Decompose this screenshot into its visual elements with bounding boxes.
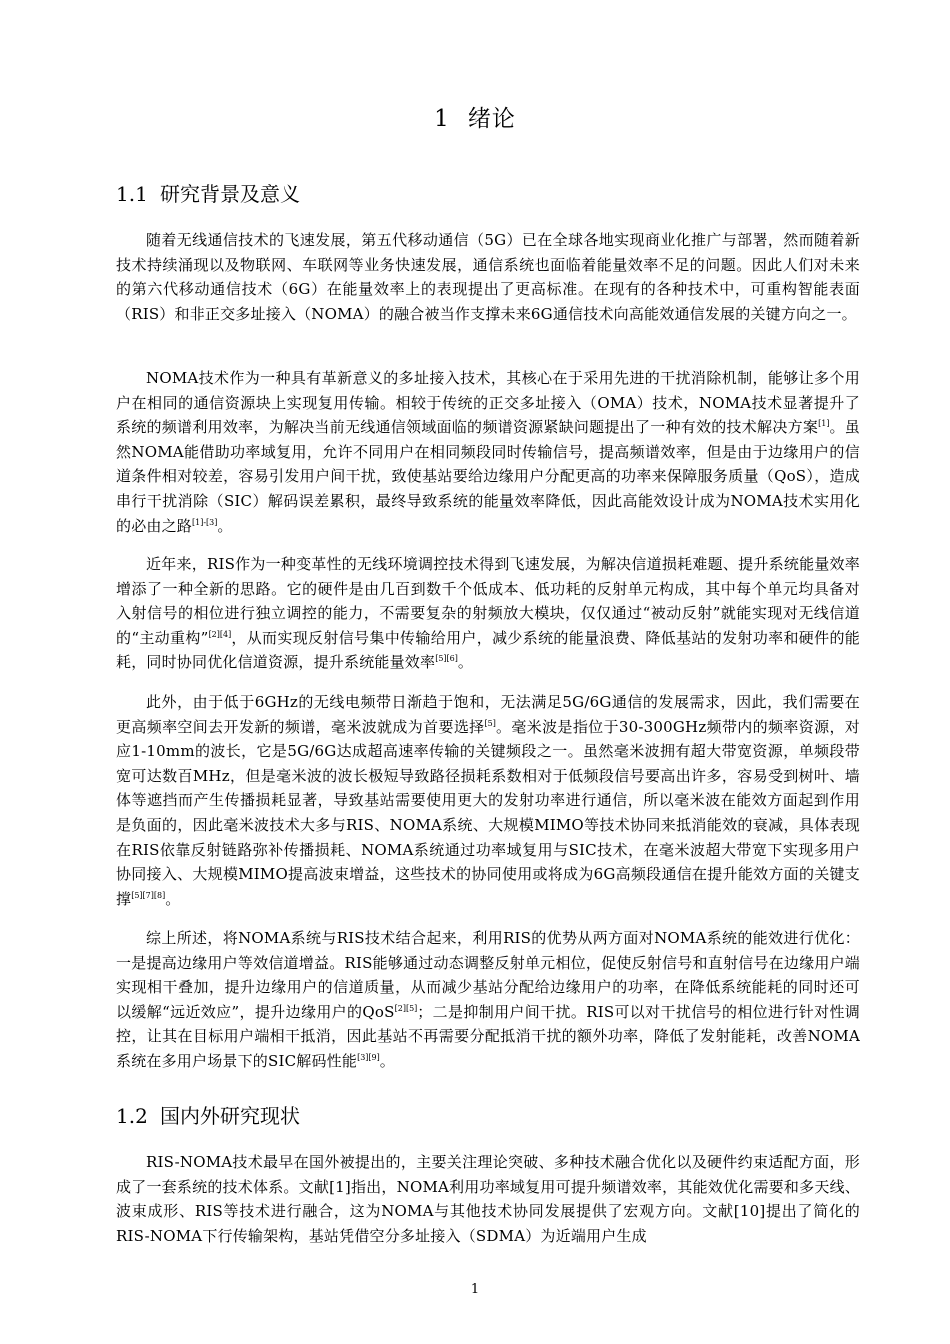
- section-title-text: 研究背景及意义: [160, 182, 300, 206]
- section-number: 1.2: [116, 1104, 148, 1128]
- section-number: 1.1: [116, 182, 148, 206]
- paragraph: [116, 552, 860, 675]
- paragraph-text: 。: [457, 653, 474, 672]
- paragraph-text: 。虽然NOMA能借助功率域复用，允许不同用户在相同频段同时传输信号，提高频谱效率，但是由于边缘用户的信道条件相对较差，容易引发用户间干扰，致使基站要给边缘用户分配更高的功率来保障服务质量（QoS），造成串行干扰消除（SIC）解码误差累积，最终导致系统的能量效率降低，因此高能效设计成为NOMA技术实用化的必由之路: [116, 418, 860, 535]
- citation: [1]-[3]: [192, 517, 218, 527]
- paragraph-text: 。: [379, 1051, 395, 1070]
- paragraph: [116, 1150, 860, 1248]
- chapter-number: 1: [434, 106, 450, 132]
- paragraph: [116, 366, 860, 538]
- citation: [1]: [818, 419, 830, 429]
- paragraph: [116, 690, 860, 911]
- citation: [5][7][8]: [131, 890, 166, 900]
- citation: [2][4]: [208, 629, 232, 639]
- paragraph-text: 此外，由于低于6GHz的无线电频带日渐趋于饱和，无法满足5G/6G通信的发展需求，因此，我们需要在更高频率空间去开发新的频谱，毫米波就成为首要选择: [116, 693, 860, 736]
- section-title-text: 国内外研究现状: [160, 1104, 300, 1128]
- paragraph-text: 近年来，RIS作为一种变革性的无线环境调控技术得到飞速发展，为解决信道损耗难题、提升系统能量效率增添了一种全新的思路。它的硬件是由几百到数千个低成本、低功耗的反射单元构成，其中每个单元均具备对入射信号的相位进行独立调控的能力，不需要复杂的射频放大模块，仅仅通过“被动反射”就能实现对无线信道的“主动重构”: [116, 555, 860, 647]
- citation: [5]: [484, 718, 496, 728]
- section-title-1-2: [116, 1100, 300, 1129]
- chapter-title: [0, 100, 950, 133]
- paragraph-text: 随着无线通信技术的飞速发展，第五代移动通信（5G）已在全球各地实现商业化推广与部署，然而随着新技术持续涌现以及物联网、车联网等业务快速发展，通信系统也面临着能量效率不足的问题。因此人们对未来的第六代移动通信技术（6G）在能量效率上的表现提出了更高标准。在现有的各种技术中，可重构智能表面（RIS）和非正交多址接入（NOMA）的融合被当作支撑未来6G通信技术向高能效通信发展的关键方向之一。: [116, 231, 860, 323]
- paragraph-text: ，从而实现反射信号集中传输给用户，减少系统的能量浪费、降低基站的发射功率和硬件的能耗，同时协同优化信道资源，提升系统能量效率: [116, 628, 860, 672]
- citation: [2][5]: [394, 1003, 418, 1013]
- section-title-1-1: [116, 178, 300, 207]
- chapter-title-text: 绪论: [467, 106, 516, 132]
- citation: [3][9]: [357, 1052, 380, 1062]
- paragraph-text: 。: [165, 889, 181, 908]
- paragraph-text: 。毫米波是指位于30-300GHz频带内的频率资源，对应1-10mm的波长，它是5G/6G达成超高速率传输的关键频段之一。虽然毫米波拥有超大带宽资源，单频段带宽可达数百MHz，但是毫米波的波长极短导致路径损耗系数相对于低频段信号要高出许多，容易受到树叶、墙体等遮挡而产生传播损耗显著，导致基站需要使用更大的发射功率进行通信，所以毫米波在能效方面起到作用是负面的，因此毫米波技术大多与RIS、NOMA系统、大规模MIMO等技术协同来抵消能效的衰减，具体表现在RIS依靠反射链路弥补传播损耗、NOMA系统通过功率域复用与SIC技术，在毫米波超大带宽下实现多用户协同接入、大规模MIMO提高波束增益，这些技术的协同使用或将成为6G高频段通信在提升能效方面的关键支撑: [116, 717, 860, 908]
- page-number: 1: [470, 1282, 480, 1297]
- paragraph: [116, 228, 860, 326]
- paragraph-text: 综上所述，将NOMA系统与RIS技术结合起来，利用RIS的优势从两方面对NOMA系统的能效进行优化：一是提高边缘用户等效信道增益。RIS能够通过动态调整反射单元相位，促使反射信号和直射信号在边缘用户端实现相干叠加，提升边缘用户的信道质量，从而减少基站分配给边缘用户的功率，在降低系统能耗的同时还可以缓解“远近效应”，提升边缘用户的QoS: [116, 929, 860, 1021]
- paragraph-text: NOMA技术作为一种具有革新意义的多址接入技术，其核心在于采用先进的干扰消除机制，能够让多个用户在相同的通信资源块上实现复用传输。相较于传统的正交多址接入（OMA）技术，NOMA技术显著提升了系统的频谱利用效率，为解决当前无线通信领域面临的频谱资源紧缺问题提出了一种有效的技术解决方案: [116, 369, 860, 437]
- paragraph-text: 。: [217, 516, 233, 535]
- paragraph: [116, 926, 860, 1074]
- paragraph-text: RIS-NOMA技术最早在国外被提出的，主要关注理论突破、多种技术融合优化以及硬件约束适配方面，形成了一套系统的技术体系。文献[1]指出，NOMA利用功率域复用可提升频谱效率，其能效优化需要和多天线、波束成形、RIS等技术进行融合，这为NOMA与其他技术协同发展提供了宏观方向。文献[10]提出了简化的RIS-NOMA下行传输架构，基站凭借空分多址接入（SDMA）为近端用户生成: [116, 1153, 860, 1245]
- citation: [5][6]: [435, 654, 458, 664]
- paragraph-text: ；二是抑制用户间干扰。RIS可以对干扰信号的相位进行针对性调控，让其在目标用户端相干抵消，因此基站不再需要分配抵消干扰的额外功率，降低了发射能耗，改善NOMA系统在多用户场景下的SIC解码性能: [116, 1002, 860, 1070]
